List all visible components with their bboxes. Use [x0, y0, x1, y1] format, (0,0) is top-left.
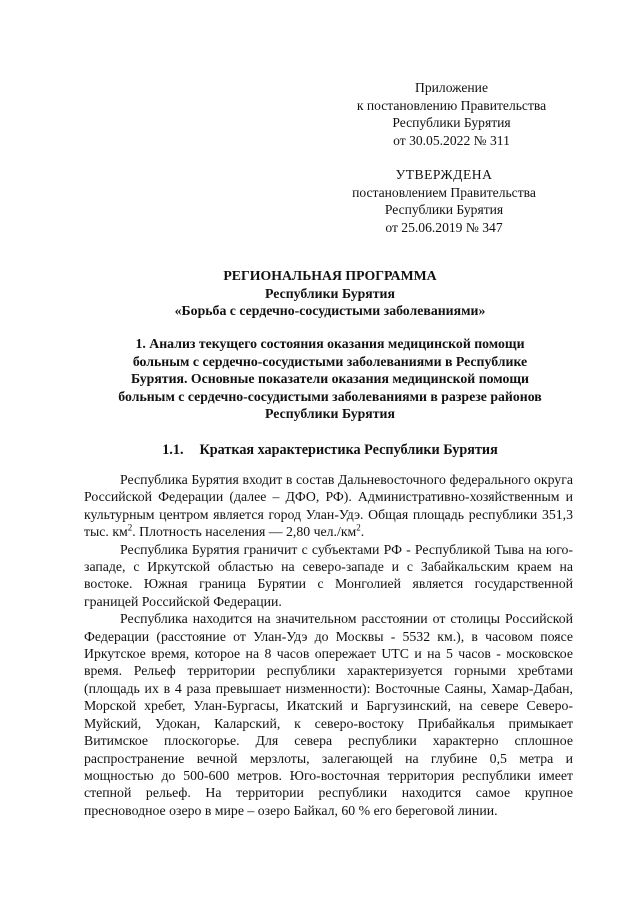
superscript: 2: [356, 522, 361, 533]
program-title-line: РЕГИОНАЛЬНАЯ ПРОГРАММА: [223, 268, 437, 283]
approved-date-number: от 25.06.2019 № 347: [385, 219, 503, 235]
paragraph: Республика Бурятия граничит с субъектами РФ - Республикой Тыва на юго-западе, с Иркутской областью на северо-западе и с Забайкальским краем на востоке. Южная граница Бурятии с Монголией является государственной границей Российской Федерации.: [84, 541, 573, 609]
paragraph-text: . Плотность населения — 2,80 чел./км: [132, 524, 357, 540]
section-heading-line: Республики Бурятия: [265, 406, 395, 421]
program-title-line: Республики Бурятия: [265, 285, 395, 301]
section-1-heading: [86, 335, 574, 423]
paragraph: Республика находится на значительном расстоянии от столицы Российской Федерации (расстояние от Улан-Удэ до Москвы - 5532 км.), в часовом поясе Иркутское время, которое на 8 часов опережает UTC и на 5 часов - московское время. Рельеф территории республики характеризуется горными хребтами (площадь их в 4 раза превышает низменности): Восточные Саяны, Хамар-Дабан, Морской хребет, Улан-Бургасы, Икатский и Баргузинский, на севере Северо-Муйский, Удокан, Каларский, к северо-востоку Прибайкалья примыкает Витимское плоскогорье. Для севера республики характерно сплошное распространение вечной мерзлоты, залегающей на глубине 0,5 метра и мощностью до 500-600 метров. Юго-восточная территория республики имеет степной рельеф. На территории республики находится самое крупное пресноводное озеро в мире – озеро Байкал, 60 % его береговой линии.: [84, 611, 573, 818]
section-heading-line: Бурятия. Основные показатели оказания медицинской помощи: [130, 371, 529, 386]
approved-block: [314, 166, 574, 236]
subsection-number: 1.1.: [162, 442, 184, 458]
paragraph-text: .: [360, 524, 365, 540]
paragraph-text: Республика Бурятия входит в состав Дальневосточного федерального округа Российской Федерации (далее – ДФО, РФ). Административно-хозяйственным и культурным центром является город Улан-Удэ. Общая площадь республики 351,3 тыс. км: [84, 472, 573, 540]
annex-republic: Республики Бурятия: [392, 115, 511, 130]
annex-label: Приложение: [415, 80, 488, 95]
approved-label: УТВЕРЖДЕНА: [395, 167, 493, 182]
superscript: 2: [127, 522, 133, 533]
body-text: [84, 471, 573, 819]
paragraph: [84, 471, 573, 541]
program-title: [86, 267, 574, 320]
section-heading-line: больным с сердечно-сосудистыми заболеваниями в Республике: [132, 353, 528, 369]
section-heading-line: 1. Анализ текущего состояния оказания медицинской помощи: [135, 336, 525, 351]
annex-date-number: от 30.05.2022 № 311: [393, 132, 510, 148]
subsection-title: Краткая характеристика Республики Бурятия: [199, 442, 498, 458]
section-heading-line: больным с сердечно-сосудистыми заболеваниями в разрезе районов: [118, 388, 542, 404]
annex-block: [329, 79, 574, 149]
approved-republic: Республики Бурятия: [384, 202, 504, 217]
approved-decree-ref: постановлением Правительства: [352, 184, 536, 200]
annex-decree-ref: к постановлению Правительства: [356, 97, 547, 113]
program-title-line: «Борьба с сердечно-сосудистыми заболеваниями»: [174, 303, 486, 318]
subsection-1-1-heading: [86, 441, 574, 459]
